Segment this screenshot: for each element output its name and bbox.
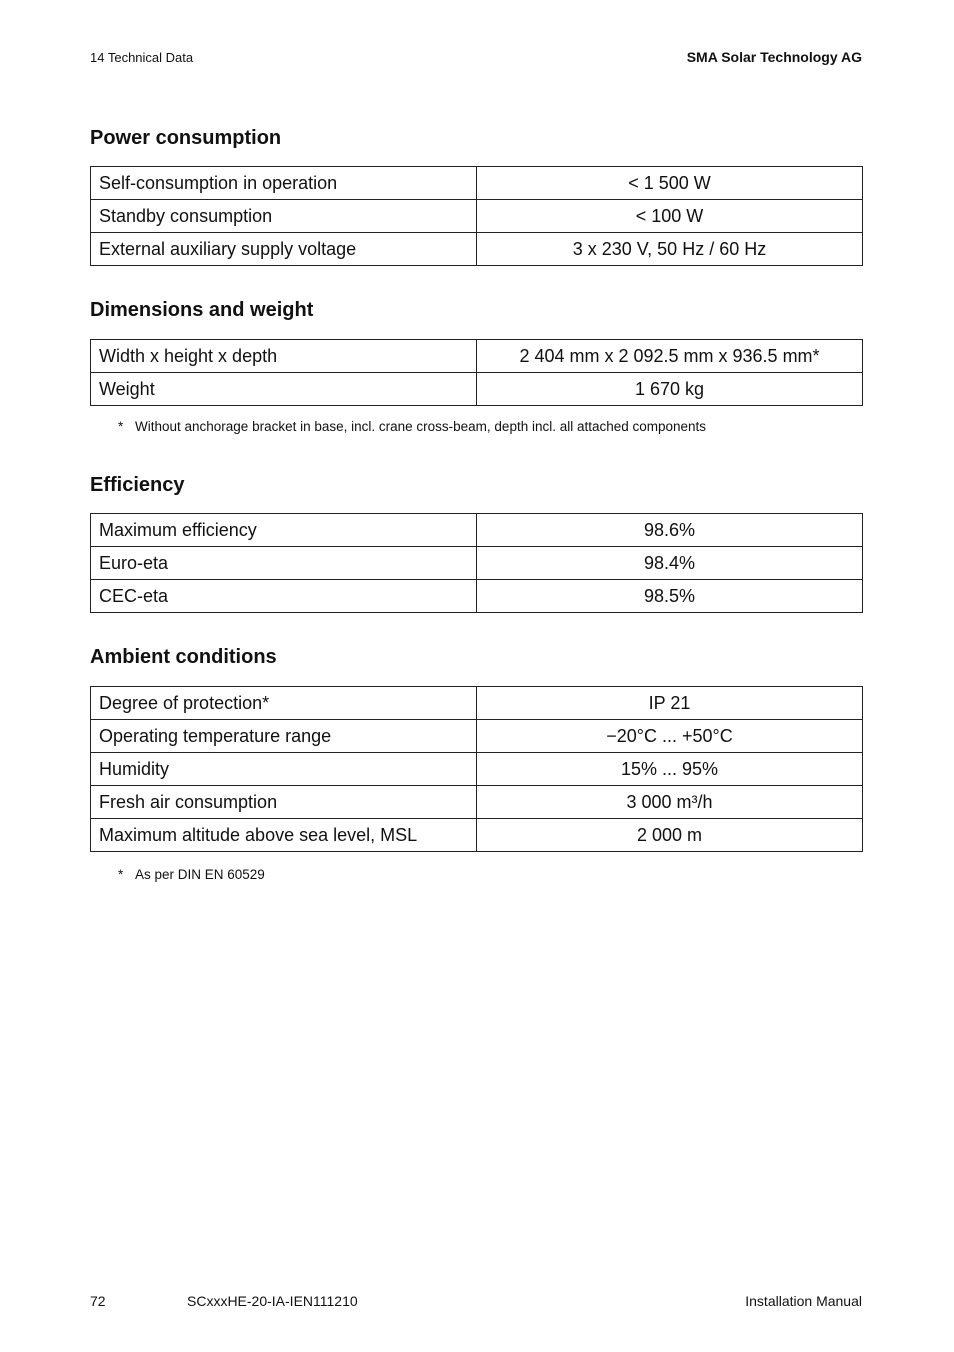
row-value: 3 000 m³/h [477, 786, 863, 819]
row-value: 15% ... 95% [477, 753, 863, 786]
ambient-conditions-table [90, 686, 863, 852]
row-value: 1 670 kg [477, 373, 863, 406]
row-label: Maximum altitude above sea level, MSL [91, 819, 477, 852]
table-row [91, 514, 863, 547]
footnote-dimensions [118, 419, 706, 434]
table-row [91, 753, 863, 786]
running-header-company: SMA Solar Technology AG [686, 49, 862, 65]
row-label: Self-consumption in operation [91, 167, 477, 200]
table-row [91, 786, 863, 819]
table-row [91, 819, 863, 852]
table-row [91, 200, 863, 233]
footnote-ambient [118, 867, 265, 882]
section-title-power-consumption: Power consumption [90, 127, 282, 149]
section-title-dimensions-weight: Dimensions and weight [90, 299, 314, 321]
row-label: External auxiliary supply voltage [91, 233, 477, 266]
dimensions-weight-table [90, 339, 863, 406]
footnote-text: Without anchorage bracket in base, incl. crane cross-beam, depth incl. all attached components [135, 419, 707, 434]
row-value: IP 21 [477, 687, 863, 720]
table-row [91, 340, 863, 373]
row-value: < 1 500 W [477, 167, 863, 200]
section-title-efficiency: Efficiency [90, 474, 185, 496]
row-label: Humidity [91, 753, 477, 786]
table-row [91, 233, 863, 266]
row-value: 98.6% [477, 514, 863, 547]
row-label: Operating temperature range [91, 720, 477, 753]
row-label: Fresh air consumption [91, 786, 477, 819]
footnote-text: As per DIN EN 60529 [135, 867, 265, 882]
row-label: Euro-eta [91, 547, 477, 580]
footnote-mark: * [118, 419, 124, 434]
table-row [91, 687, 863, 720]
table-row [91, 373, 863, 406]
row-value: < 100 W [477, 200, 863, 233]
row-value: 3 x 230 V, 50 Hz / 60 Hz [477, 233, 863, 266]
row-value: 98.4% [477, 547, 863, 580]
page-number: 72 [90, 1293, 106, 1309]
table-row [91, 720, 863, 753]
footnote-mark: * [118, 867, 124, 882]
row-value: −20°C ... +50°C [477, 720, 863, 753]
row-label: Degree of protection* [91, 687, 477, 720]
table-row [91, 167, 863, 200]
row-value: 2 000 m [477, 819, 863, 852]
row-value: 98.5% [477, 580, 863, 613]
efficiency-table [90, 513, 863, 613]
table-row [91, 580, 863, 613]
row-value: 2 404 mm x 2 092.5 mm x 936.5 mm* [477, 340, 863, 373]
row-label: CEC-eta [91, 580, 477, 613]
table-row [91, 547, 863, 580]
running-header-section: 14 Technical Data [90, 50, 194, 65]
row-label: Standby consumption [91, 200, 477, 233]
row-label: Width x height x depth [91, 340, 477, 373]
document-type: Installation Manual [745, 1293, 862, 1309]
power-consumption-table [90, 166, 863, 266]
section-title-ambient-conditions: Ambient conditions [90, 646, 277, 668]
document-code: SCxxxHE-20-IA-IEN111210 [187, 1293, 358, 1309]
row-label: Weight [91, 373, 477, 406]
row-label: Maximum efficiency [91, 514, 477, 547]
